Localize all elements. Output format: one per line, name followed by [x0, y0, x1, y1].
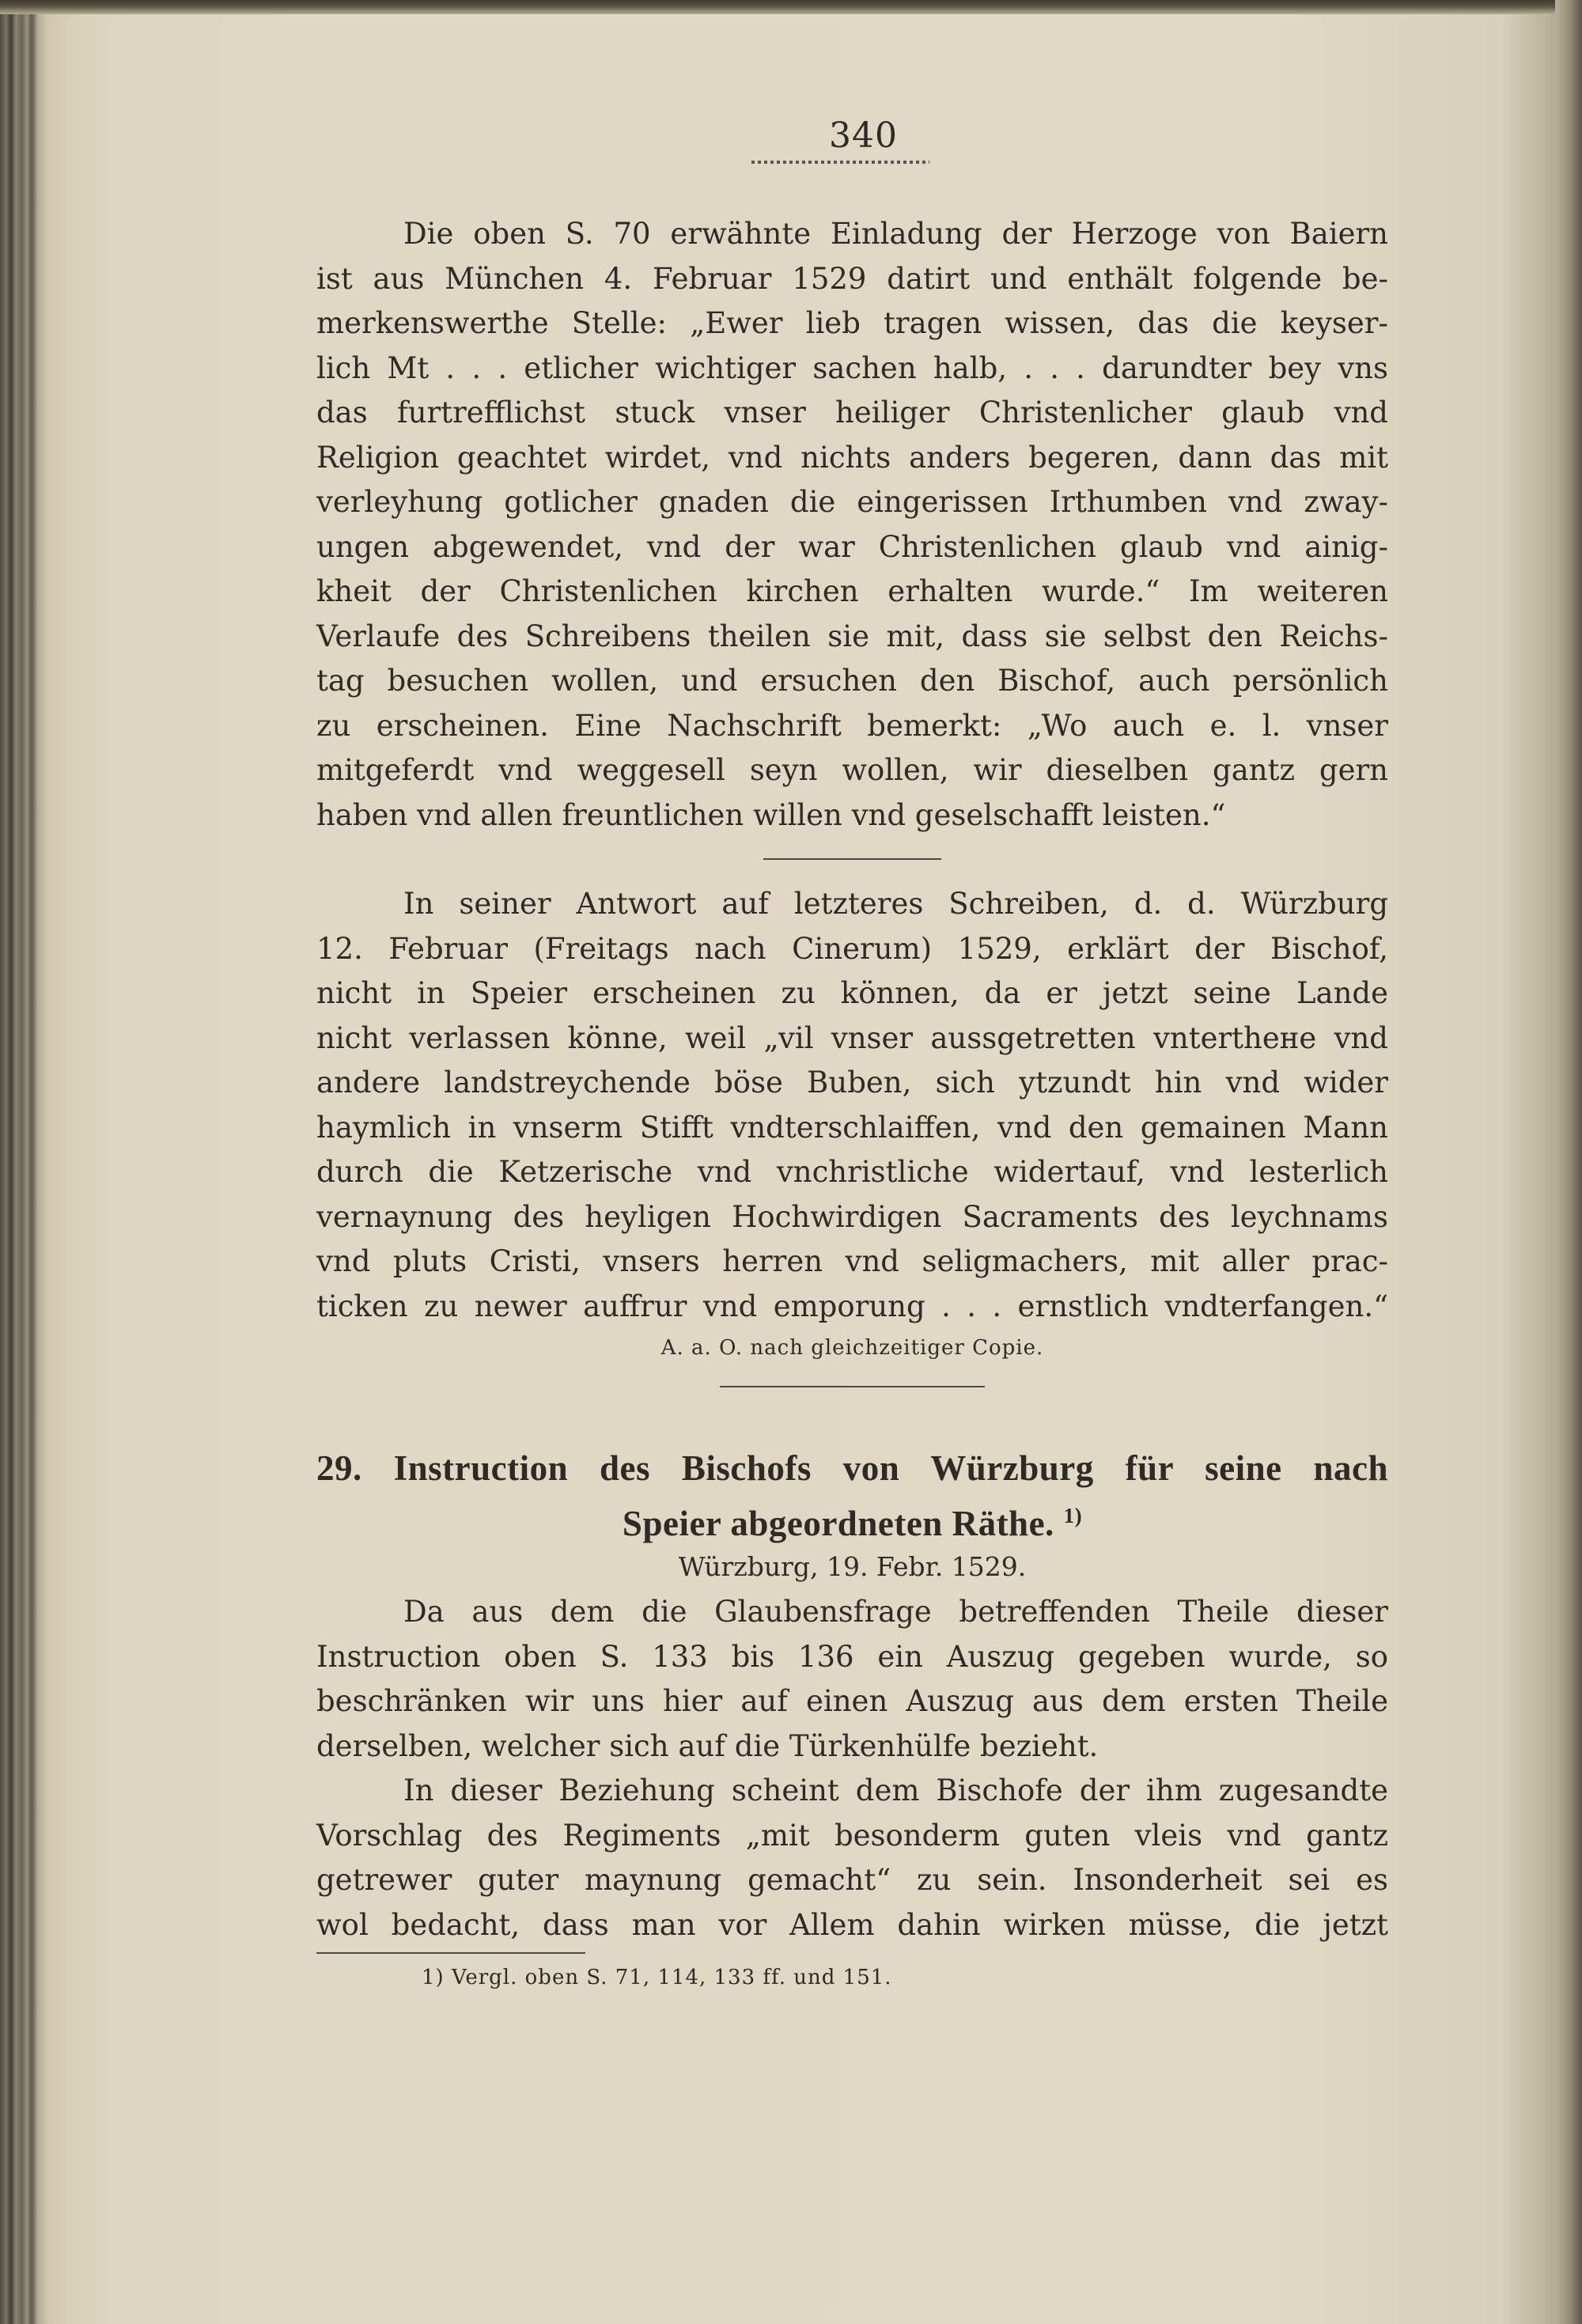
text-line: ist aus München 4. Februar 1529 datirt und enthält folgende be- [316, 261, 1388, 296]
text-line: derselben, welcher sich auf die Türkenhülfe bezieht. [316, 1728, 1099, 1763]
text-line: In seiner Antwort auf letzteres Schreiben, d. d. Würzburg [403, 887, 1388, 921]
text-line: zu erscheinen. Eine Nachschrift bemerkt: „Wo auch e. l. vnser [316, 708, 1388, 743]
text-line: nicht in Speier erscheinen zu können, da er jetzt seine Lande [316, 976, 1388, 1010]
right-edge [1555, 0, 1582, 2324]
page-number: 340 [829, 115, 898, 156]
text-line: haben vnd allen freuntlichen willen vnd geselschafft leisten.“ [316, 797, 1226, 832]
page-number-ornament [751, 158, 929, 166]
text-line: vnd pluts Cristi, vnsers herren vnd seligmachers, mit aller prac- [316, 1244, 1388, 1278]
text-line: lich Mt . . . etlicher wichtiger sachen halb, . . . darundter bey vns [316, 350, 1388, 385]
text-line: ticken zu newer auffrur vnd emporung . . . ernstlich vndterfangen.“ [316, 1289, 1388, 1323]
paragraph-antwort [316, 882, 1388, 1364]
paragraph-glaubensfrage [316, 1590, 1388, 1769]
text-line: haymlich in vnserm Stifft vndterschlaiffen, vnd den gemainen Mann [316, 1110, 1388, 1145]
text-line: getrewer guter maynung gemacht“ zu sein. Insonderheit sei es [316, 1863, 1388, 1897]
text-line: verleyhung gotlicher gnaden die eingerissen Irthumben vnd zway- [316, 485, 1388, 519]
text-line: tag besuchen wollen, und ersuchen den Bischof, auch persönlich [316, 664, 1388, 698]
text-line: kheit der Christenlichen kirchen erhalten wurde.“ Im weiteren [316, 574, 1388, 608]
footnote: 1) Vergl. oben S. 71, 114, 133 ff. und 151. [422, 1966, 892, 1989]
text-line: ungen abgewendet, vnd der war Christenlichen glaub vnd ainig- [316, 529, 1388, 564]
section-heading [316, 1444, 1388, 1587]
text-line: durch die Ketzerische vnd vnchristliche widertauf, vnd lesterlich [316, 1155, 1388, 1189]
text-line: mitgeferdt vnd weggesell seyn wollen, wir dieselben gantz gern [316, 753, 1388, 787]
text-line: andere landstreychende böse Buben, sich ytzundt hin vnd wider [316, 1065, 1388, 1100]
date-line: Würzburg, 19. Febr. 1529. [678, 1551, 1027, 1582]
text-line: merkenswerthe Stelle: „Ewer lieb tragen wissen, das die keyser- [316, 306, 1388, 340]
paragraph-einladung [316, 212, 1388, 838]
text-line: Da aus dem die Glaubensfrage betreffenden Theile dieser [403, 1595, 1388, 1629]
text-line: In dieser Beziehung scheint dem Bischofe der ihm zugesandte [403, 1773, 1388, 1807]
section-title-line1: 29. Instruction des Bischofs von Würzburg für seine nach [316, 1448, 1388, 1488]
text-line: Die oben S. 70 erwähnte Einladung der Herzoge von Baiern [403, 217, 1388, 251]
text-line: Vorschlag des Regiments „mit besonderm guten vleis vnd gantz [316, 1818, 1388, 1853]
text-line: Instruction oben S. 133 bis 136 ein Auszug gegeben wurde, so [316, 1639, 1388, 1674]
section-title-line2: Speier abgeordneten Räthe. [622, 1504, 1054, 1543]
page [316, 115, 1388, 2254]
paragraph-beziehung [316, 1769, 1388, 1947]
text-line: nicht verlassen könne, weil „vil vnser aussgetretten vntertheне vnd [316, 1020, 1388, 1055]
top-edge [0, 0, 1582, 14]
text-line: Religion geachtet wirdet, vnd nichts anders begeren, dann das mit [316, 440, 1388, 475]
text-line: das furtrefflichst stuck vnser heiliger Christenlicher glaub vnd [316, 396, 1388, 430]
text-line: wol bedacht, dass man vor Allem dahin wirken müsse, die jetzt [316, 1907, 1388, 1942]
text-line: 12. Februar (Freitags nach Cinerum) 1529, erklärt der Bischof, [316, 931, 1388, 966]
text-line: beschränken wir uns hier auf einen Auszug aus dem ersten Theile [316, 1684, 1388, 1718]
text-line: Verlaufe des Schreibens theilen sie mit, dass sie selbst den Reichs- [316, 619, 1388, 653]
source-citation: A. a. O. nach gleichzeitiger Copie. [660, 1336, 1044, 1360]
section-title [316, 1444, 1388, 1547]
footnote-reference: 1) [1063, 1504, 1083, 1527]
text-line: vernaynung des heyligen Hochwirdigen Sacraments des leychnams [316, 1199, 1388, 1234]
